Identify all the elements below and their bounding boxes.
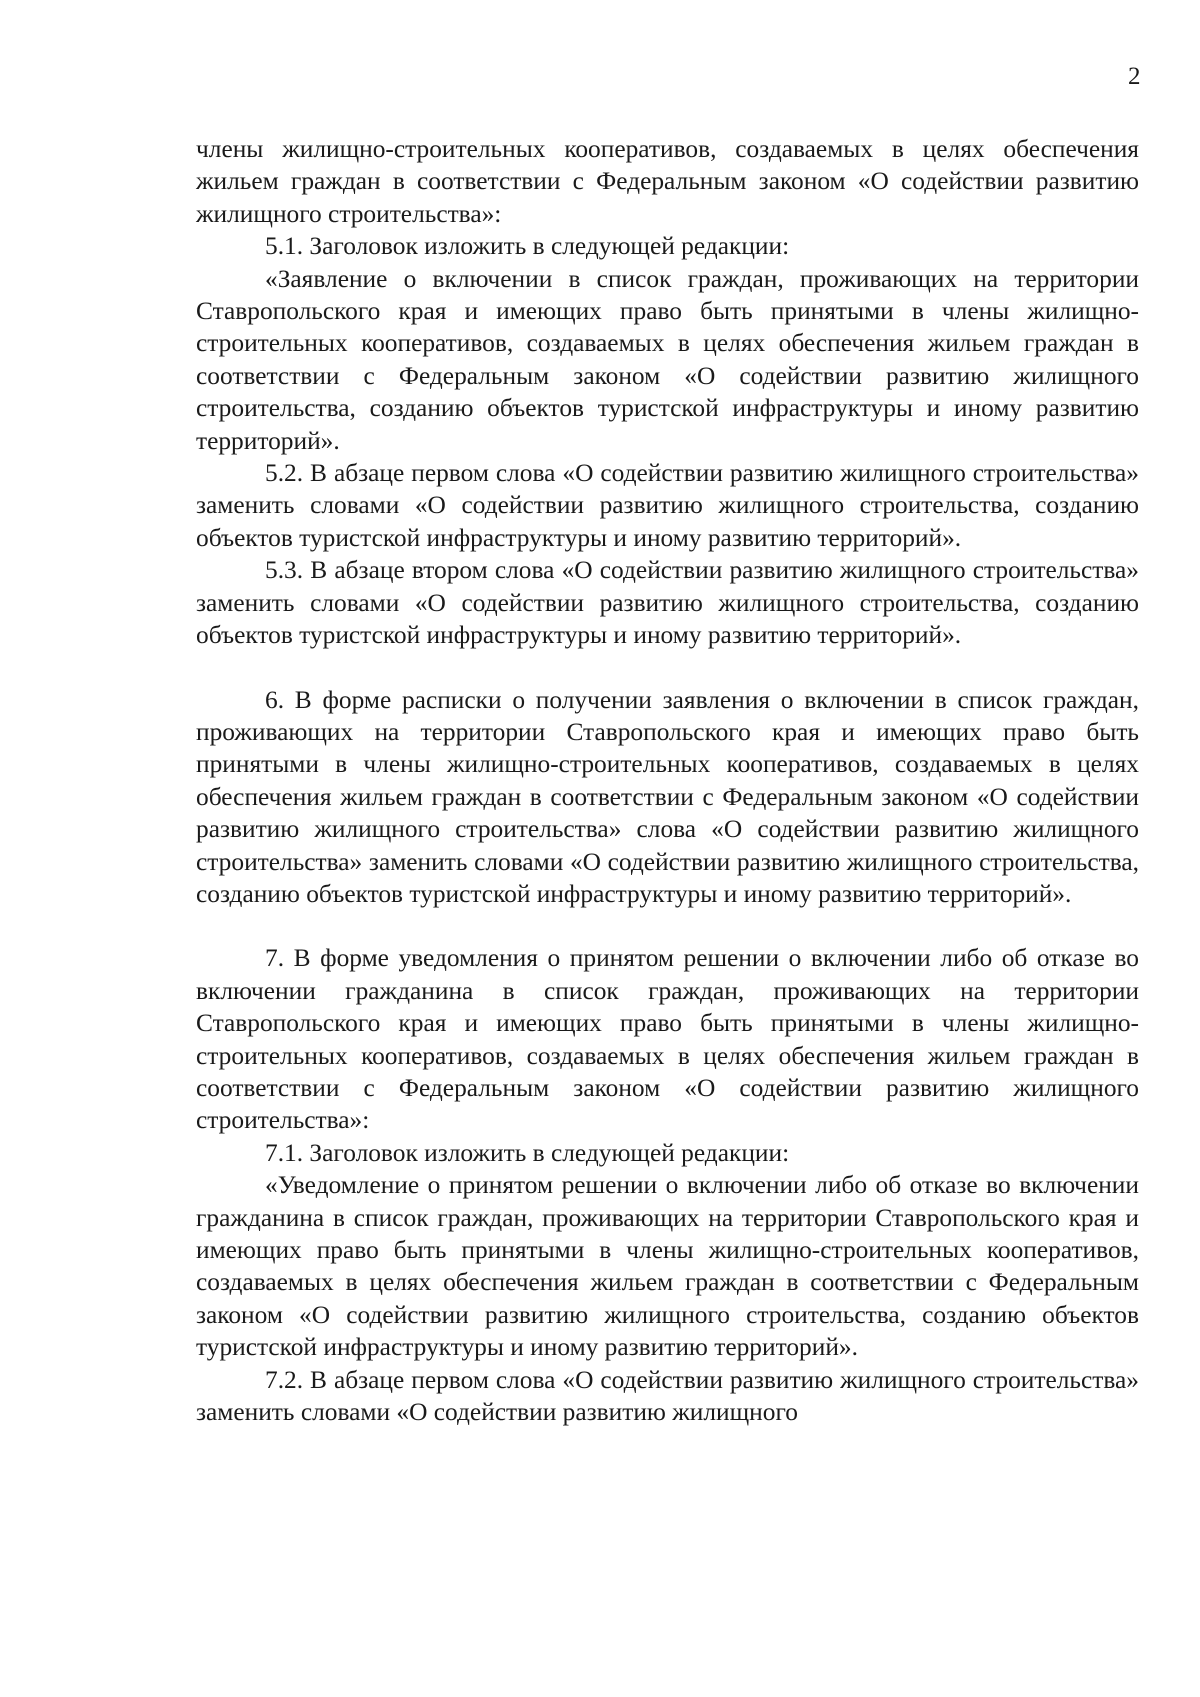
document-body <box>196 133 1139 1428</box>
paragraph: 7.2. В абзаце первом слова «О содействии развитию жилищного строительства» заменить словами «О содействии развитию жилищного <box>196 1365 1139 1427</box>
paragraph: 7.1. Заголовок изложить в следующей редакции: <box>265 1138 790 1167</box>
paragraph: «Заявление о включении в список граждан, проживающих на территории Ставропольского края и имеющих право быть принятыми в члены жилищно-строительных кооперативов, создаваемых в целях обеспечения жильем граждан в соответствии с Федеральным законом «О содействии развитию жилищного строительства, созданию объектов туристской инфраструктуры и иному развитию территорий». <box>196 264 1139 455</box>
paragraph: «Уведомление о принятом решении о включении либо об отказе во включении гражданина в список граждан, проживающих на территории Ставропольского края и имеющих право быть принятыми в члены жилищно-строительных кооперативов, создаваемых в целях обеспечения жильем граждан в соответствии с Федеральным законом «О содействии развитию жилищного строительства, созданию объектов туристской инфраструктуры и иному развитию территорий». <box>196 1171 1139 1362</box>
page-number: 2 <box>1128 63 1141 90</box>
paragraph: 7. В форме уведомления о принятом решении о включении либо об отказе во включении гражданина в список граждан, проживающих на территории Ставропольского края и имеющих право быть принятыми в члены жилищно-строительных кооперативов, создаваемых в целях обеспечения жильем граждан в соответствии с Федеральным законом «О содействии развитию жилищного строительства»: <box>196 944 1139 1135</box>
paragraph: 5.2. В абзаце первом слова «О содействии развитию жилищного строительства» заменить словами «О содействии развитию жилищного строительства, созданию объектов туристской инфраструктуры и иному развитию территорий». <box>196 459 1139 552</box>
paragraph: 5.1. Заголовок изложить в следующей редакции: <box>265 232 790 261</box>
paragraph: члены жилищно-строительных кооперативов, создаваемых в целях обеспечения жильем граждан в соответствии с Федеральным законом «О содействии развитию жилищного строительства»: <box>196 135 1139 228</box>
paragraph: 5.3. В абзаце втором слова «О содействии развитию жилищного строительства» заменить словами «О содействии развитию жилищного строительства, созданию объектов туристской инфраструктуры и иному развитию территорий». <box>196 556 1139 650</box>
paragraph: 6. В форме расписки о получении заявления о включении в список граждан, проживающих на территории Ставропольского края и имеющих право быть принятыми в члены жилищно-строительных кооперативов, создаваемых в целях обеспечения жильем граждан в соответствии с Федеральным законом «О содействии развитию жилищного строительства» слова «О содействии развитию жилищного строительства» заменить словами «О содействии развитию жилищного строительства, созданию объектов туристской инфраструктуры и иному развитию территорий». <box>196 685 1139 908</box>
